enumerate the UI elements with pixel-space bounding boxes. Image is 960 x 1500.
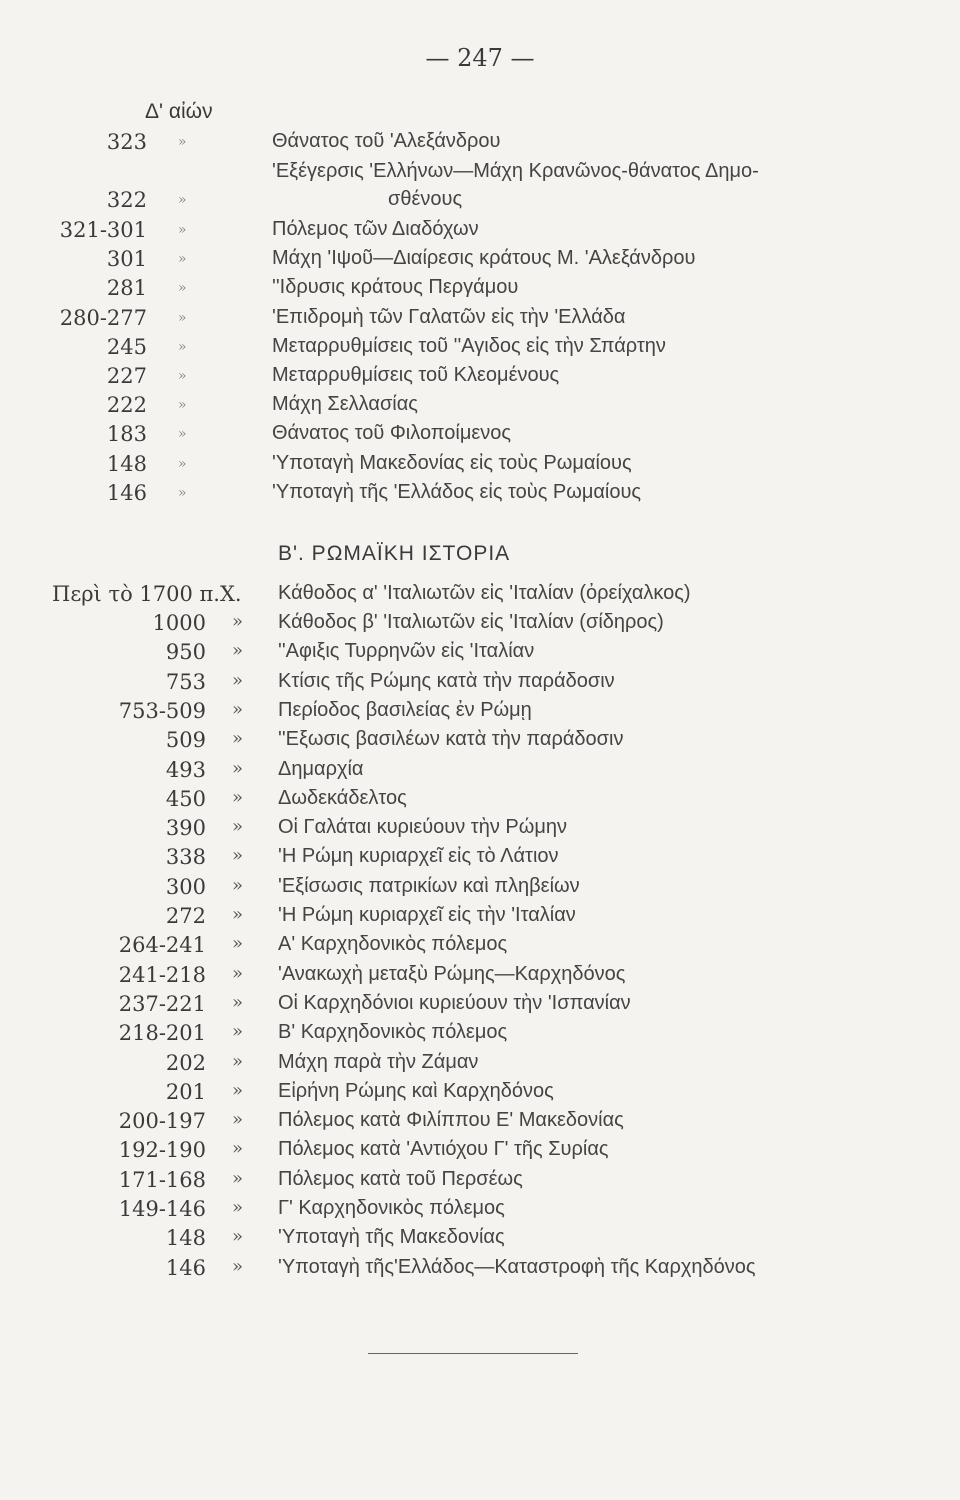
chronology-entry: [0, 933, 960, 962]
chronology-entry: [0, 904, 960, 933]
chronology-entry: [0, 422, 960, 451]
chronology-entry: [0, 816, 960, 845]
entry-year: 146: [106, 481, 147, 505]
entry-year: 390: [165, 816, 206, 840]
chronology-entry: [0, 160, 960, 189]
entry-year: 148: [165, 1226, 206, 1250]
end-rule: [368, 1353, 578, 1354]
entry-year: 509: [165, 728, 206, 752]
ditto-mark: »: [232, 1138, 244, 1159]
ditto-mark: »: [232, 933, 244, 954]
ditto-mark: »: [232, 1021, 244, 1042]
entry-year: 241-218: [118, 963, 206, 987]
ditto-mark: »: [178, 192, 187, 208]
ditto-mark: »: [232, 1226, 244, 1247]
ditto-mark: »: [232, 904, 244, 925]
entry-year: 264-241: [118, 933, 206, 957]
entry-text: Περίοδος βασιλείας ἐν Ρώμῃ: [278, 699, 532, 721]
entry-year: 171-168: [118, 1168, 206, 1192]
ditto-mark: »: [232, 758, 244, 779]
ditto-mark: »: [178, 222, 187, 238]
roman-first-entry-text: Κάθοδος α' 'Ιταλιωτῶν εἰς 'Ιταλίαν (ὀρείχαλκος): [278, 582, 691, 604]
chronology-entry: [0, 1109, 960, 1138]
entry-text: 'Η Ρώμη κυριαρχεῖ εἰς τὸ Λάτιον: [278, 845, 559, 867]
roman-first-entry-date: Περὶ τὸ 1700 π.Χ.: [52, 582, 242, 606]
ditto-mark: »: [178, 280, 187, 296]
chronology-entry: [0, 1226, 960, 1255]
entry-text: 'Υποταγὴ τῆς 'Ελλάδος εἰς τοὺς Ρωμαίους: [272, 481, 642, 503]
chronology-entry: [0, 218, 960, 247]
entry-year: 280-277: [59, 306, 147, 330]
chronology-entry: [0, 670, 960, 699]
chronology-entry: [0, 276, 960, 305]
entry-year: 322: [106, 188, 147, 212]
entry-year: 201: [165, 1080, 206, 1104]
entry-text: 'Ανακωχὴ μεταξὺ Ρώμης—Καρχηδόνος: [278, 963, 626, 985]
entry-year: 222: [106, 393, 147, 417]
chronology-entry: [0, 875, 960, 904]
entry-text: Μεταρρυθμίσεις τοῦ Κλεομένους: [272, 364, 560, 386]
entry-year: 753-509: [118, 699, 206, 723]
entry-text: 'Υποταγὴ τῆς'Ελλάδος—Καταστροφὴ τῆς Καρχηδόνος: [278, 1256, 756, 1278]
ditto-mark: »: [178, 368, 187, 384]
entry-year: 323: [106, 130, 147, 154]
entry-text: ''Αφιξις Τυρρηνῶν εἰς 'Ιταλίαν: [278, 640, 535, 662]
entry-year: 300: [165, 875, 206, 899]
entry-text: Πόλεμος κατὰ τοῦ Περσέως: [278, 1168, 523, 1190]
ditto-mark: »: [178, 397, 187, 413]
entry-text: σθένους: [388, 188, 463, 210]
entry-text: Πόλεμος τῶν Διαδόχων: [272, 218, 479, 240]
entry-text: Θάνατος τοῦ 'Αλεξάνδρου: [272, 130, 501, 152]
entry-text: Οἱ Καρχηδόνιοι κυριεύουν τὴν 'Ισπανίαν: [278, 992, 631, 1014]
entry-text: Πόλεμος κατὰ 'Αντιόχου Γ' τῆς Συρίας: [278, 1138, 609, 1160]
ditto-mark: »: [178, 485, 187, 501]
ditto-mark: »: [232, 845, 244, 866]
entry-year: 192-190: [118, 1138, 206, 1162]
ditto-mark: »: [232, 699, 244, 720]
chronology-entry: [0, 247, 960, 276]
entry-text: 'Εξίσωσις πατρικίων καὶ πληβείων: [278, 875, 580, 897]
entry-year: 227: [106, 364, 147, 388]
entry-year: 321-301: [59, 218, 147, 242]
ditto-mark: »: [232, 728, 244, 749]
entry-text: Μάχη Σελλασίας: [272, 393, 418, 415]
entry-text: Α' Καρχηδονικὸς πόλεμος: [278, 933, 508, 955]
entry-year: 338: [165, 845, 206, 869]
entry-year: 950: [165, 640, 206, 664]
century-heading: Δ' αἰών: [145, 100, 213, 123]
ditto-mark: »: [178, 134, 187, 150]
ditto-mark: »: [232, 611, 244, 632]
entry-text: Οἱ Γαλάται κυριεύουν τὴν Ρώμην: [278, 816, 567, 838]
chronology-entry: [0, 1051, 960, 1080]
ditto-mark: »: [232, 640, 244, 661]
entry-year: 493: [165, 758, 206, 782]
entry-year: 218-201: [118, 1021, 206, 1045]
entry-text: Μάχη 'Ιψοῦ—Διαίρεσις κράτους Μ. 'Αλεξάνδρου: [272, 247, 696, 269]
ditto-mark: »: [178, 251, 187, 267]
chronology-entry: [0, 640, 960, 669]
chronology-entry: [0, 335, 960, 364]
entry-text: Β' Καρχηδονικὸς πόλεμος: [278, 1021, 508, 1043]
chronology-entry: [0, 1168, 960, 1197]
chronology-entry: [0, 699, 960, 728]
ditto-mark: »: [232, 1168, 244, 1189]
ditto-mark: »: [232, 963, 244, 984]
ditto-mark: »: [178, 339, 187, 355]
ditto-mark: »: [178, 456, 187, 472]
chronology-entry: [0, 1021, 960, 1050]
ditto-mark: »: [232, 1197, 244, 1218]
chronology-entry: [0, 1080, 960, 1109]
page-number: — 247 —: [425, 44, 535, 72]
entry-year: 301: [106, 247, 147, 271]
entry-text: 'Υποταγὴ τῆς Μακεδονίας: [278, 1226, 505, 1248]
entry-text: 'Εξέγερσις 'Ελλήνων—Μάχη Κρανῶνος-θάνατος Δημο-: [272, 160, 759, 182]
entry-year: 1000: [152, 611, 206, 635]
ditto-mark: »: [232, 1051, 244, 1072]
entry-text: 'Επιδρομὴ τῶν Γαλατῶν εἰς τὴν 'Ελλάδα: [272, 306, 626, 328]
entry-year: 149-146: [118, 1197, 206, 1221]
chronology-entry: [0, 452, 960, 481]
entry-text: 'Η Ρώμη κυριαρχεῖ εἰς τὴν 'Ιταλίαν: [278, 904, 576, 926]
chronology-entry: [0, 364, 960, 393]
entry-year: 146: [165, 1256, 206, 1280]
entry-text: Πόλεμος κατὰ Φιλίππου Ε' Μακεδονίας: [278, 1109, 624, 1131]
entry-year: 148: [106, 452, 147, 476]
entry-text: Δωδεκάδελτος: [278, 787, 407, 809]
chronology-entry: [0, 787, 960, 816]
entry-year: 237-221: [118, 992, 206, 1016]
ditto-mark: »: [178, 426, 187, 442]
ditto-mark: »: [178, 310, 187, 326]
ditto-mark: »: [232, 1256, 244, 1277]
chronology-entry: [0, 728, 960, 757]
ditto-mark: »: [232, 1080, 244, 1101]
entry-year: 202: [165, 1051, 206, 1075]
roman-history-heading: Β'. ΡΩΜΑΪΚΗ ΙΣΤΟΡΙΑ: [278, 542, 511, 565]
entry-year: 281: [106, 276, 147, 300]
entry-text: Δημαρχία: [278, 758, 364, 780]
chronology-entry: [0, 481, 960, 510]
entry-year: 245: [106, 335, 147, 359]
entry-year: 200-197: [118, 1109, 206, 1133]
entry-year: 183: [106, 422, 147, 446]
chronology-entry: [0, 992, 960, 1021]
chronology-entry: [0, 1197, 960, 1226]
entry-text: Γ' Καρχηδονικὸς πόλεμος: [278, 1197, 505, 1219]
chronology-entry: [0, 130, 960, 159]
chronology-entry: [0, 963, 960, 992]
entry-text: 'Υποταγὴ Μακεδονίας εἰς τοὺς Ρωμαίους: [272, 452, 632, 474]
chronology-entry: [0, 1256, 960, 1285]
ditto-mark: »: [232, 992, 244, 1013]
entry-text: Μεταρρυθμίσεις τοῦ ''Αγιδος εἰς τὴν Σπάρτην: [272, 335, 666, 357]
chronology-entry: [0, 845, 960, 874]
ditto-mark: »: [232, 816, 244, 837]
chronology-entry: [0, 758, 960, 787]
chronology-entry: [0, 393, 960, 422]
ditto-mark: »: [232, 875, 244, 896]
entry-text: Κάθοδος β' 'Ιταλιωτῶν εἰς 'Ιταλίαν (σίδηρος): [278, 611, 664, 633]
entry-year: 272: [165, 904, 206, 928]
entry-text: Μάχη παρὰ τὴν Ζάμαν: [278, 1051, 479, 1073]
ditto-mark: »: [232, 787, 244, 808]
roman-first-entry: [52, 582, 691, 606]
chronology-entry: [0, 611, 960, 640]
chronology-entry: [0, 306, 960, 335]
chronology-entry: [0, 188, 960, 217]
ditto-mark: »: [232, 1109, 244, 1130]
entry-text: Κτίσις τῆς Ρώμης κατὰ τὴν παράδοσιν: [278, 670, 615, 692]
chronology-entry: [0, 1138, 960, 1167]
entry-year: 450: [165, 787, 206, 811]
entry-text: Εἰρήνη Ρώμης καὶ Καρχηδόνος: [278, 1080, 554, 1102]
entry-text: Θάνατος τοῦ Φιλοποίμενος: [272, 422, 512, 444]
entry-year: 753: [165, 670, 206, 694]
entry-text: ''Εξωσις βασιλέων κατὰ τὴν παράδοσιν: [278, 728, 624, 750]
entry-text: ''Ιδρυσις κράτους Περγάμου: [272, 276, 519, 298]
ditto-mark: »: [232, 670, 244, 691]
